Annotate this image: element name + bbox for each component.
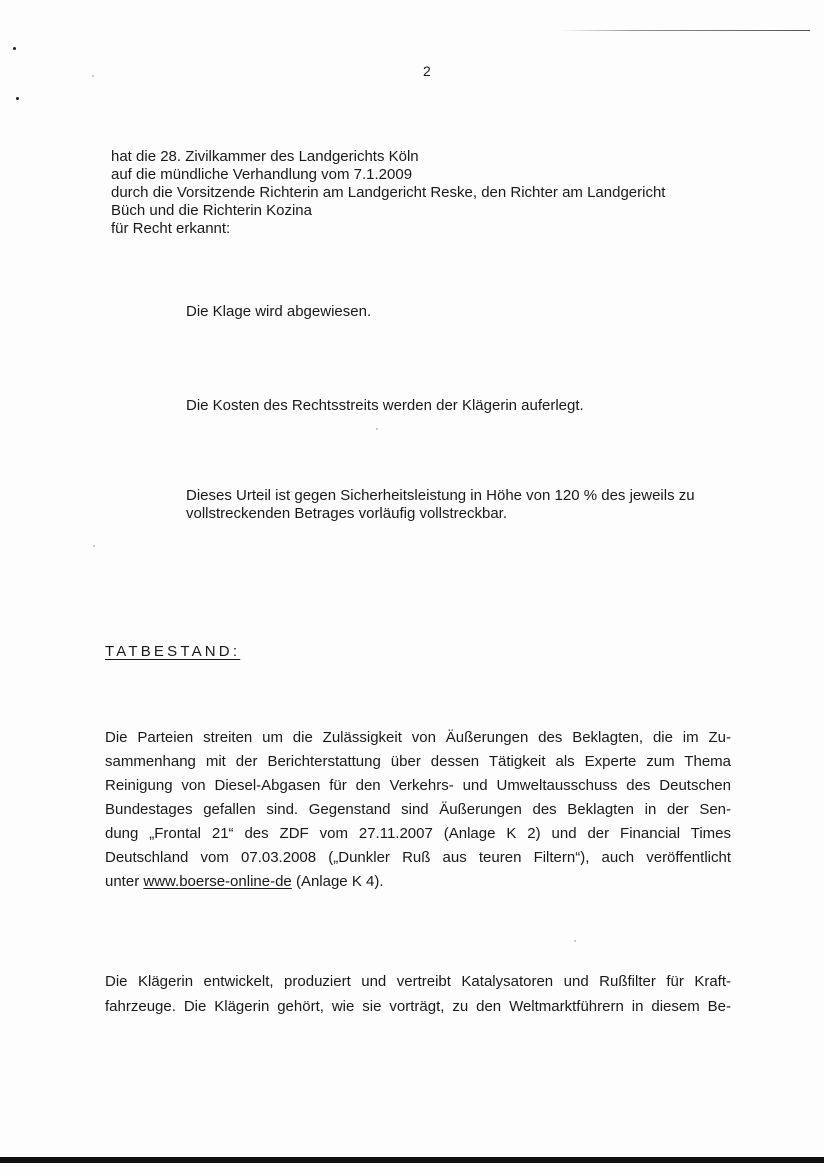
intro-line: für Recht erkannt: (111, 220, 231, 237)
paragraph-line-prefix: unter (105, 873, 144, 890)
paragraph-facts-1 (105, 729, 731, 891)
paragraph-line: Die Parteien streiten um die Zulässigkeit von Äußerungen des Beklagten, die im Zu- (105, 729, 731, 746)
ruling-costs: Die Kosten des Rechtsstreits werden der Klägerin auferlegt. (186, 397, 584, 414)
paragraph-facts-2 (105, 973, 731, 1016)
scan-speck (16, 97, 19, 100)
scan-header-rule (560, 30, 810, 31)
scan-speck (574, 940, 576, 942)
page-number: 2 (423, 63, 431, 79)
paragraph-line-suffix: (Anlage K 4). (291, 873, 384, 890)
paragraph-line (105, 873, 731, 891)
intro-line: auf die mündliche Verhandlung vom 7.1.2009 (111, 166, 413, 183)
intro-block (111, 148, 665, 238)
intro-line: durch die Vorsitzende Richterin am Landgericht Reske, den Richter am Landgericht (111, 184, 666, 201)
scan-speck (376, 428, 378, 430)
ruling-dismissal: Die Klage wird abgewiesen. (186, 303, 372, 320)
scan-speck (92, 75, 94, 77)
intro-line: hat die 28. Zivilkammer des Landgerichts Köln (111, 148, 419, 165)
ruling-enforceability-line: vollstreckenden Betrages vorläufig vollstreckbar. (186, 505, 507, 522)
ruling-enforceability-line: Dieses Urteil ist gegen Sicherheitsleistung in Höhe von 120 % des jeweils zu (186, 487, 695, 504)
paragraph-line: Die Klägerin entwickelt, produziert und vertreibt Katalysatoren und Rußfilter für Kraft- (105, 973, 731, 990)
paragraph-line: Bundestages gefallen sind. Gegenstand sind Äußerungen des Beklagten in der Sen- (105, 801, 731, 818)
paragraph-line: Deutschland vom 07.03.2008 („Dunkler Ruß aus teuren Filtern“), auch veröffentlicht (105, 849, 731, 866)
section-heading: TATBESTAND: (105, 643, 241, 660)
paragraph-line: Reinigung von Diesel-Abgasen für den Verkehrs- und Umweltausschuss des Deutschen (105, 777, 731, 794)
paragraph-line: sammenhang mit der Berichterstattung über dessen Tätigkeit als Experte zum Thema (105, 753, 731, 770)
paragraph-line: dung „Frontal 21“ des ZDF vom 27.11.2007 (Anlage K 2) und der Financial Times (105, 825, 731, 842)
scan-footer-rule (0, 1157, 824, 1163)
paragraph-line: fahrzeuge. Die Klägerin gehört, wie sie vorträgt, zu den Weltmarktführern in diesem Be- (105, 998, 731, 1015)
website-link[interactable]: www.boerse-online-de (143, 873, 292, 890)
intro-line: Büch und die Richterin Kozina (111, 202, 312, 219)
scan-speck (13, 47, 16, 50)
ruling-enforceability (186, 487, 695, 523)
scan-speck (93, 545, 95, 547)
